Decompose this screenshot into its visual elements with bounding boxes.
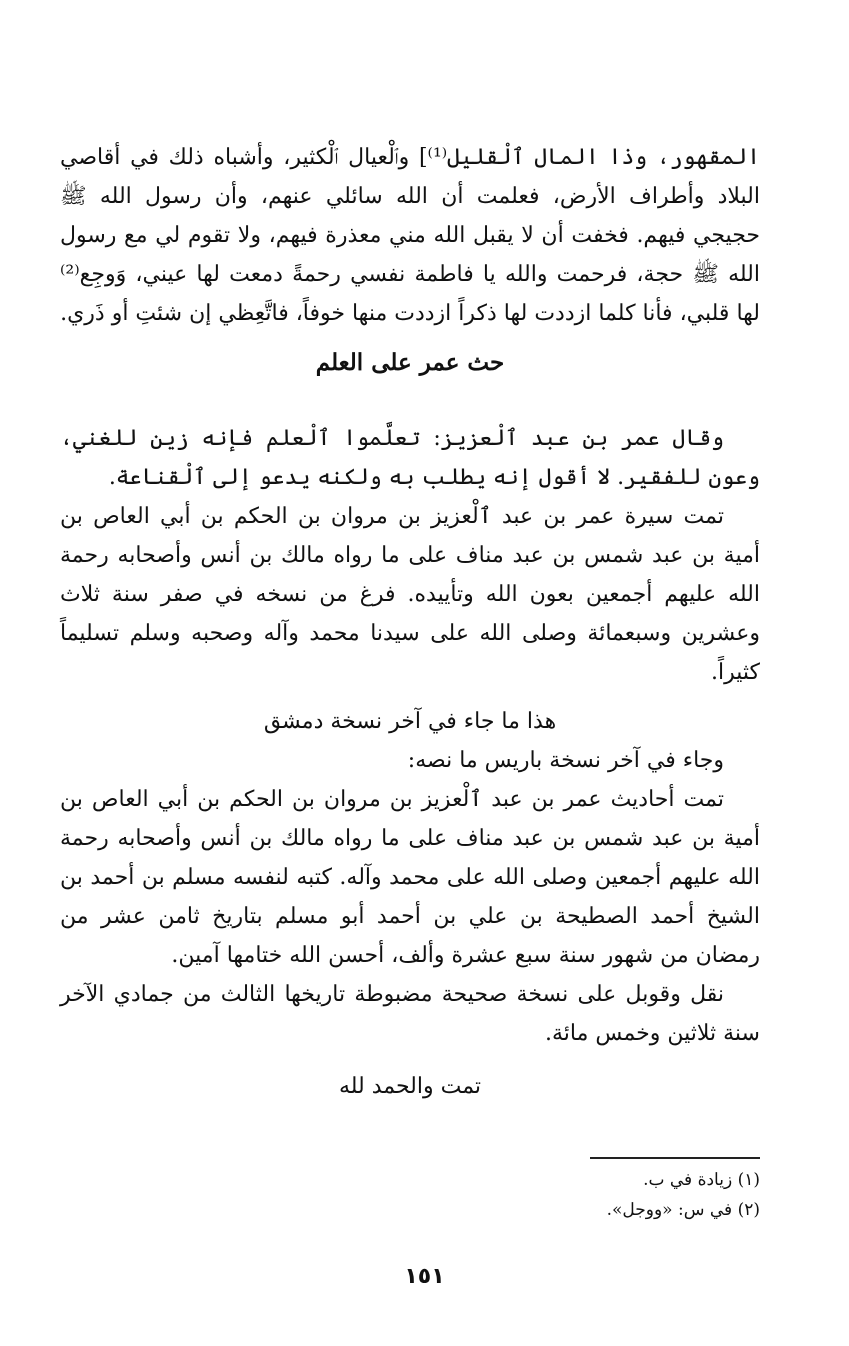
page-body xyxy=(60,138,760,1106)
section-heading: حث عمر على العلم xyxy=(315,349,505,376)
paragraph-letter-ending: المقهور، وذا المال ٱلْقليل⁽¹⁾] وٱلْعيال ٱلْكثير، وأشباه ذلك في أقاصي البلاد وأطراف الأرض، فعلمت أن الله سائلي عنهم، وأن رسول الله ﷺ حجيجي فيهم. فخفت أن لا يقبل الله مني معذرة فيهم، ولا تقوم لي مع رسول الله ﷺ حجة، فرحمت والله يا فاطمة نفسي رحمةً دمعت لها عيني، وَوجِع⁽²⁾ لها قلبي، فأنا كلما ازددت لها ذكراً ازددت منها خوفاً، فاتَّعِظي إن شئتِ أو ذَري. xyxy=(60,145,761,326)
footnote-divider xyxy=(590,1157,760,1159)
closing-line: تمت والحمد لله xyxy=(338,1074,482,1099)
footnote-2: (٢) في س: «ووجل». xyxy=(606,1200,760,1220)
paragraph-umar-saying: وقال عمر بن عبد ٱلْعزيز: تعلَّموا ٱلْعلم فإنه زين للغني، وعون للفقير. لا أقول إنه يطلب به ولكنه يدعو إلى ٱلْقناعة. xyxy=(60,426,760,490)
footnote-1: (١) زيادة في ب. xyxy=(643,1170,760,1190)
paragraph-paris-colophon: تمت أحاديث عمر بن عبد ٱلْعزيز بن مروان بن الحكم بن أبي العاص بن أمية بن عبد شمس بن عبد مناف على ما رواه مالك بن أنس وأصحابه رحمة الله عليهم أجمعين وصلى الله على محمد وآله. كتبه لنفسه مسلم بن أحمد بن الشيخ أحمد الصطيحة بن علي بن أحمد أبو مسلم بتاريخ ثامن عشر من رمضان من شهور سنة سبع عشرة وألف، أحسن الله ختامها آمين. xyxy=(60,787,760,968)
paragraph-colophon: تمت سيرة عمر بن عبد ٱلْعزيز بن مروان بن الحكم بن أبي العاص بن أمية بن عبد شمس بن عبد مناف على ما رواه مالك بن أنس وأصحابه رحمة الله عليهم أجمعين بعون الله وتأييده. فرغ من نسخه في صفر سنة ثلاث وعشرين وسبعمائة وصلى الله على سيدنا محمد وآله وصحبه وسلم تسليماً كثيراً. xyxy=(60,504,760,685)
damascus-copy-heading: هذا ما جاء في آخر نسخة دمشق xyxy=(263,709,557,734)
paragraph-collation-note: نقل وقوبل على نسخة صحيحة مضبوطة تاريخها الثالث من جمادي الآخر سنة ثلاثين وخمس مائة. xyxy=(60,982,760,1046)
footnotes xyxy=(60,1157,760,1225)
page-number: ١٥١ xyxy=(404,1264,445,1289)
paragraph-paris-copy-intro: وجاء في آخر نسخة باريس ما نصه: xyxy=(407,748,724,773)
